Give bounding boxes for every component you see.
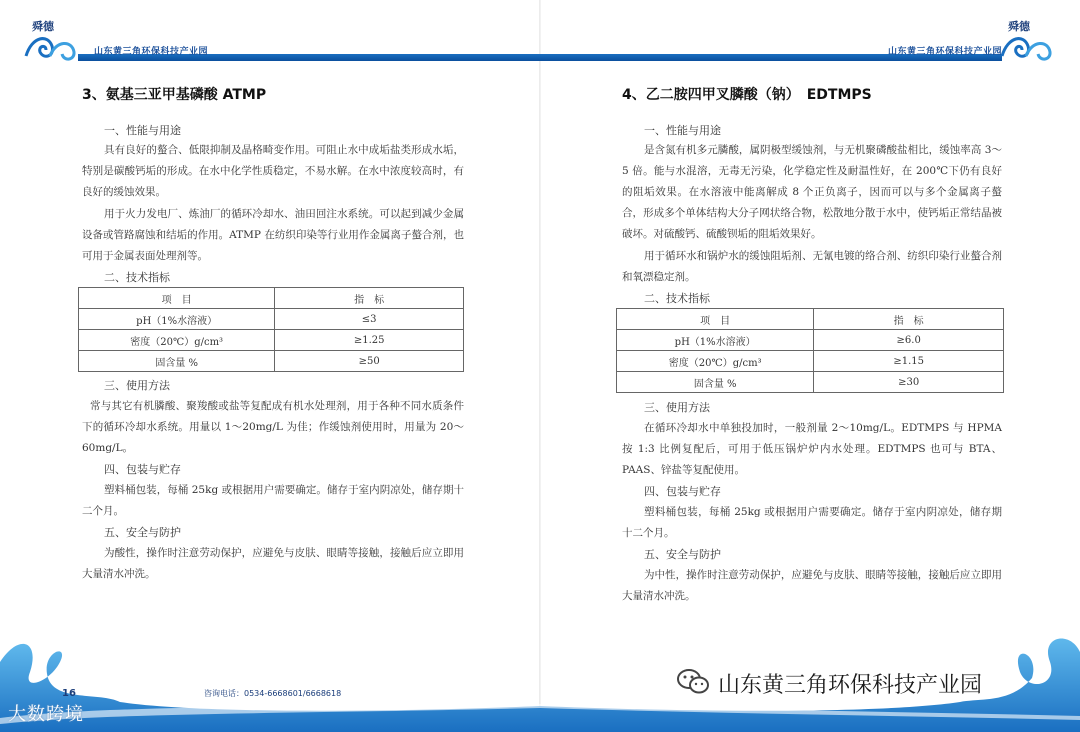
- wave-logo-icon: [998, 30, 1054, 64]
- table-cell: 固含量 %: [617, 372, 814, 393]
- table-row: [79, 351, 464, 372]
- spec-table: [78, 287, 464, 372]
- paragraph: 用于循环水和锅炉水的缓蚀阻垢剂、无氰电镀的络合剂、纺织印染行业螯合剂和氧漂稳定剂。: [622, 250, 1002, 283]
- section-heading: 三、使用方法: [644, 401, 710, 414]
- table-cell: pH（1%水溶液）: [617, 330, 814, 351]
- paragraph: 塑料桶包装，每桶 25kg 或根据用户需要确定。储存于室内阴凉处，储存期十二个月。: [82, 484, 464, 517]
- table-row: [79, 309, 464, 330]
- section-heading: 三、使用方法: [104, 379, 170, 392]
- paragraph: 用于火力发电厂、炼油厂的循环冷却水、油田回注水系统。可以起到减少金属设备或管路腐蚀和结垢的作用。ATMP 在纺织印染等行业用作金属离子螯合剂，也可用于金属表面处理剂等。: [82, 208, 464, 262]
- table-cell: ≤3: [275, 309, 464, 330]
- section-heading: 四、包装与贮存: [644, 485, 721, 498]
- table-header: 指 标: [275, 288, 464, 309]
- header-park-name: 山东黄三角环保科技产业园: [888, 47, 1003, 57]
- table-cell: ≥1.15: [814, 351, 1004, 372]
- section-heading: 五、安全与防护: [104, 526, 181, 539]
- company-logo: [22, 18, 82, 64]
- wechat-icon: [676, 668, 710, 696]
- watermark-right: 山东黄三角环保科技产业园: [718, 673, 983, 698]
- table-cell: 密度（20℃）g/cm³: [79, 330, 275, 351]
- table-row: [617, 330, 1004, 351]
- section-heading: 二、技术指标: [644, 292, 710, 305]
- brand-name: 舜德: [32, 20, 54, 33]
- table-cell: ≥50: [275, 351, 464, 372]
- section-heading: 四、包装与贮存: [104, 463, 181, 476]
- table-cell: 固含量 %: [79, 351, 275, 372]
- section-heading: 一、性能与用途: [644, 124, 721, 137]
- paragraph: 具有良好的螯合、低限抑制及晶格畸变作用。可阻止水中成垢盐类形成水垢，特别是碳酸钙垢的形成。在水中化学性质稳定，不易水解。在水中浓度较高时，有良好的缓蚀效果。: [82, 144, 464, 198]
- table-row: [617, 372, 1004, 393]
- table-header-row: [617, 309, 1004, 330]
- paragraph: 为酸性，操作时注意劳动保护，应避免与皮肤、眼睛等接触，接触后应立即用大量清水冲洗。: [82, 547, 464, 580]
- header-park-name: 山东黄三角环保科技产业园: [94, 47, 209, 57]
- paragraph: 常与其它有机膦酸、聚羧酸或盐等复配成有机水处理剂，用于各种不同水质条件下的循环冷却水系统。用量以 1～20mg/L 为佳；作缓蚀剂使用时，用量为 20～60mg/L。: [82, 400, 464, 454]
- table-cell: ≥30: [814, 372, 1004, 393]
- table-header: 指 标: [814, 309, 1004, 330]
- table-header-row: [79, 288, 464, 309]
- table-cell: ≥1.25: [275, 330, 464, 351]
- table-row: [79, 330, 464, 351]
- brand-name: 舜德: [1008, 20, 1030, 33]
- spec-table: [616, 308, 1004, 393]
- paragraph: 为中性，操作时注意劳动保护，应避免与皮肤、眼睛等接触，接触后应立即用大量清水冲洗。: [622, 569, 1002, 602]
- table-header: 项 目: [617, 309, 814, 330]
- wave-logo-icon: [22, 30, 78, 64]
- watermark-left: 大数跨境: [8, 704, 84, 725]
- company-logo: [998, 18, 1058, 64]
- section-heading: 二、技术指标: [104, 271, 170, 284]
- page-number: 16: [62, 688, 76, 699]
- contact-phone: 咨询电话：0534-6668601/6668618: [204, 689, 342, 698]
- paragraph: 是含氮有机多元膦酸，属阴极型缓蚀剂，与无机聚磷酸盐相比，缓蚀率高 3～5 倍。能与水混溶，无毒无污染，化学稳定性及耐温性好，在 200℃下仍有良好的阻垢效果。在水溶液中能离解成 8 个正负离子，因而可以与多个金属离子螯合，形成多个单体结构大分子网状络合物，松散地分散于水中，使钙垢正常结晶被破坏。对硫酸钙、硫酸钡垢的阻垢效果好。: [622, 144, 1002, 240]
- section-heading: 五、安全与防护: [644, 548, 721, 561]
- table-cell: pH（1%水溶液）: [79, 309, 275, 330]
- paragraph: 塑料桶包装，每桶 25kg 或根据用户需要确定。储存于室内阴凉处，储存期十二个月。: [622, 506, 1002, 539]
- product-title: 4、乙二胺四甲叉膦酸（钠） EDTMPS: [622, 87, 872, 103]
- table-cell: ≥6.0: [814, 330, 1004, 351]
- right-page: [540, 0, 1080, 732]
- table-header: 项 目: [79, 288, 275, 309]
- product-title: 3、氨基三亚甲基磷酸 ATMP: [82, 87, 267, 103]
- paragraph: 在循环冷却水中单独投加时，一般剂量 2～10mg/L。EDTMPS 与 HPMA 按 1:3 比例复配后，可用于低压锅炉炉内水处理。EDTMPS 也可与 BTA、PAAS、锌盐等复配使用。: [622, 422, 1002, 476]
- section-heading: 一、性能与用途: [104, 124, 181, 137]
- table-cell: 密度（20℃）g/cm³: [617, 351, 814, 372]
- table-row: [617, 351, 1004, 372]
